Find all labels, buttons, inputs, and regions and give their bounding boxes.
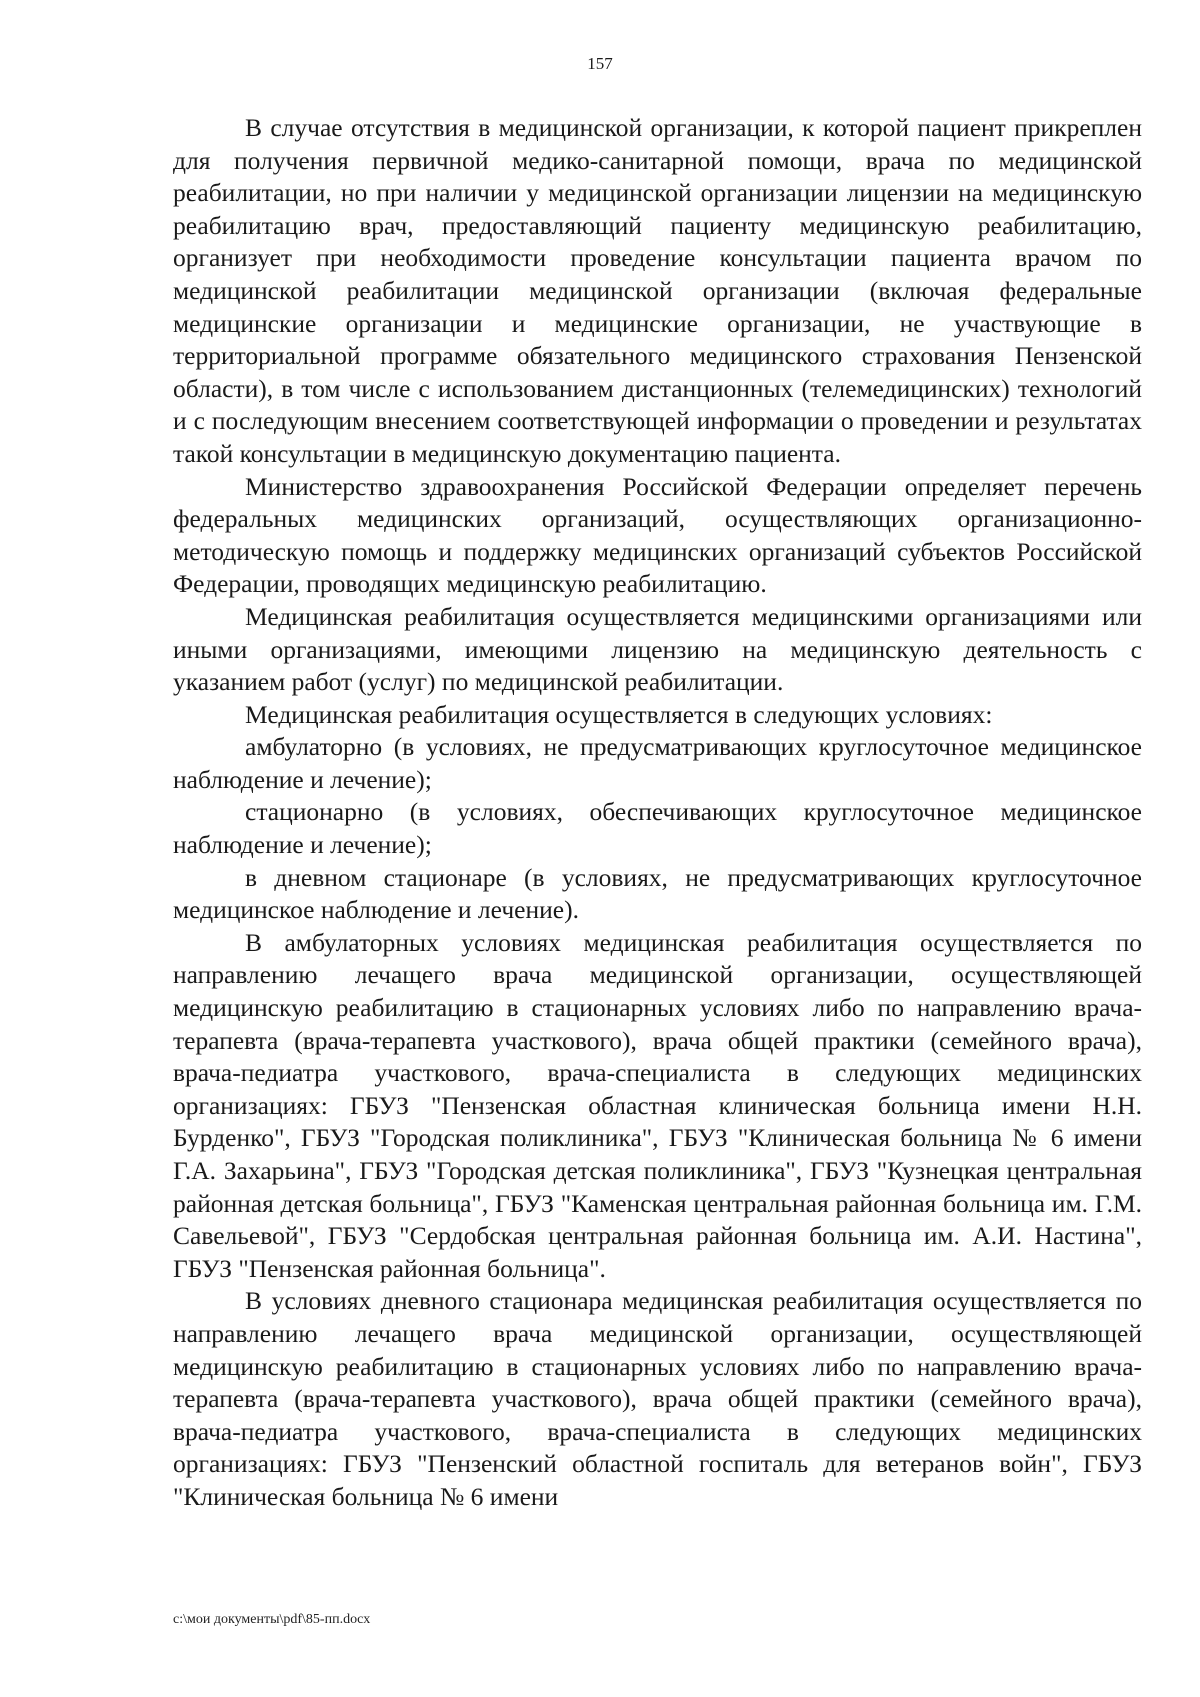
- paragraph: Медицинская реабилитация осуществляется в следующих условиях:: [245, 699, 993, 729]
- paragraph: Министерство здравоохранения Российской Федерации определяет перечень федеральных медицинских организаций, осуществляющих организационно-методическую помощь и поддержку медицинских организаций субъектов Российской Федерации, проводящих медицинскую реабилитацию.: [173, 471, 1142, 599]
- paragraph: В случае отсутствия в медицинской организации, к которой пациент прикреплен для получения первичной медико-санитарной помощи, врача по медицинской реабилитации, но при наличии у медицинской организации лицензии на медицинскую реабилитацию врач, предоставляющий пациенту медицинскую реабилитацию, организует при необходимости проведение консультации пациента врачом по медицинской реабилитации медицинской организации (включая федеральные медицинские организации и медицинские организации, не участвующие в территориальной программе обязательного медицинского страхования Пензенской области), в том числе с использованием дистанционных (телемедицинских) технологий и с последующим внесением соответствующей информации о проведении и результатах такой консультации в медицинскую документацию пациента.: [173, 113, 1142, 468]
- list-item: в дневном стационаре (в условиях, не предусматривающих круглосуточное медицинское наблюдение и лечение).: [173, 862, 1142, 925]
- page-number: 157: [587, 54, 613, 73]
- list-item: стационарно (в условиях, обеспечивающих круглосуточное медицинское наблюдение и лечение);: [173, 797, 1142, 860]
- document-body: [173, 112, 1142, 1514]
- footer-file-path: c:\мои документы\pdf\85-пп.docx: [173, 1612, 371, 1627]
- paragraph: В амбулаторных условиях медицинская реабилитация осуществляется по направлению лечащего врача медицинской организации, осуществляющей медицинскую реабилитацию в стационарных условиях либо по направлению врача-терапевта (врача-терапевта участкового), врача общей практики (семейного врача), врача-педиатра участкового, врача-специалиста в следующих медицинских организациях: ГБУЗ "Пензенская областная клиническая больница имени Н.Н. Бурденко", ГБУЗ "Городская поликлиника", ГБУЗ "Клиническая больница № 6 имени Г.А. Захарьина", ГБУЗ "Городская детская поликлиника", ГБУЗ "Кузнецкая центральная районная детская больница", ГБУЗ "Каменская центральная районная больница им. Г.М. Савельевой", ГБУЗ "Сердобская центральная районная больница им. А.И. Настина", ГБУЗ "Пензенская районная больница".: [173, 927, 1142, 1283]
- paragraph: Медицинская реабилитация осуществляется медицинскими организациями или иными организациями, имеющими лицензию на медицинскую деятельность с указанием работ (услуг) по медицинской реабилитации.: [173, 601, 1142, 697]
- list-item: амбулаторно (в условиях, не предусматривающих круглосуточное медицинское наблюдение и лечение);: [173, 732, 1142, 794]
- paragraph: В условиях дневного стационара медицинская реабилитация осуществляется по направлению лечащего врача медицинской организации, осуществляющей медицинскую реабилитацию в стационарных условиях либо по направлению врача-терапевта (врача-терапевта участкового), врача общей практики (семейного врача), врача-педиатра участкового, врача-специалиста в следующих медицинских организациях: ГБУЗ "Пензенский областной госпиталь для ветеранов войн", ГБУЗ "Клиническая больница № 6 имени: [173, 1286, 1142, 1511]
